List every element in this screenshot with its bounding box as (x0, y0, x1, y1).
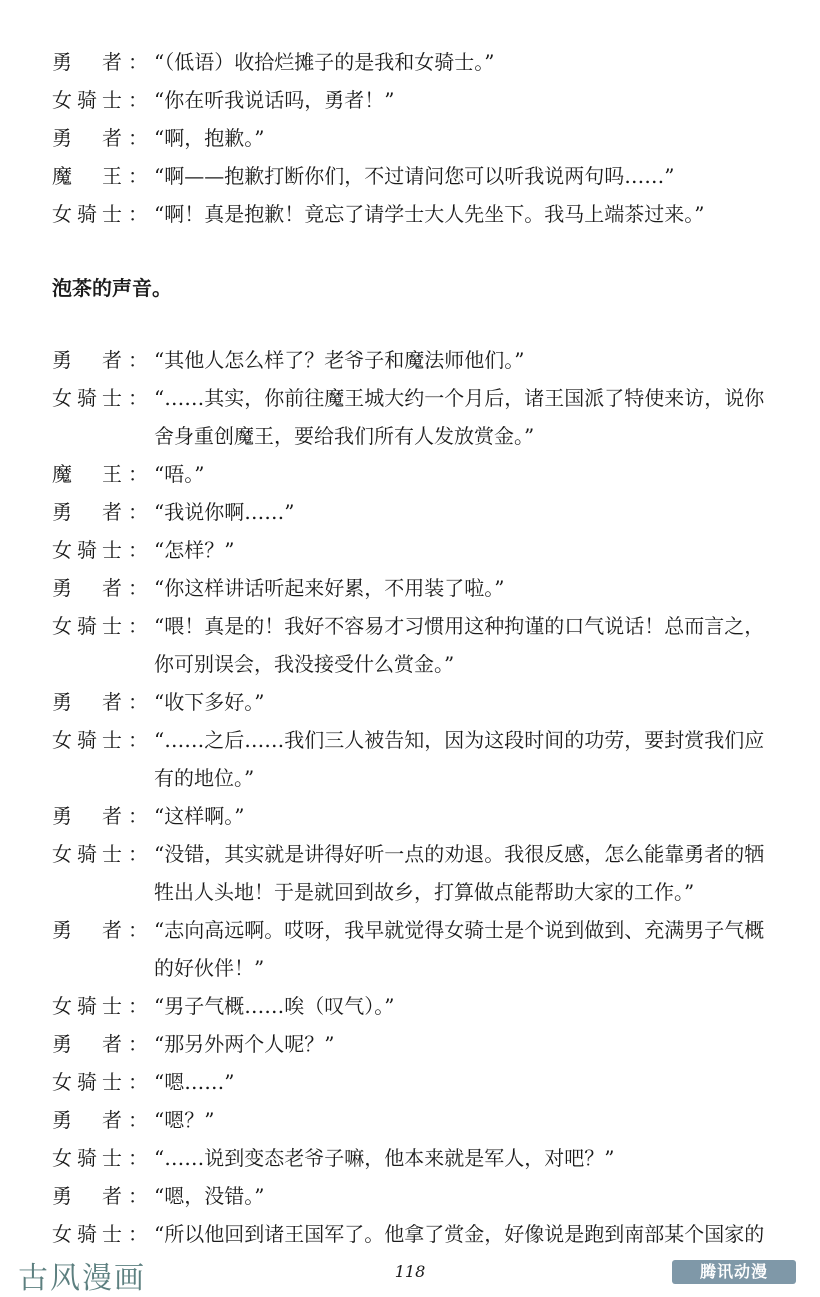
speaker-char: 士 (102, 994, 122, 1018)
speaker-char: 女 (52, 994, 72, 1018)
speaker-char: 者 (102, 1184, 122, 1208)
speaker-colon: ： (128, 728, 148, 752)
watermark-right: 腾讯动漫 (672, 1260, 796, 1284)
dialogue-text-continued: 有的地位。” (154, 766, 255, 790)
speaker-char: 士 (102, 842, 122, 866)
speaker-name (52, 992, 122, 1020)
speaker-name (52, 1144, 122, 1172)
dialogue-text: “所以他回到诸王国军了。他拿了赏金，好像说是跑到南部某个国家的 (154, 1222, 765, 1246)
speaker-name (52, 574, 122, 602)
dialogue-text: “你这样讲话听起来好累，不用装了啦。” (154, 576, 505, 600)
speaker-name (52, 688, 122, 716)
speaker-name (52, 1106, 122, 1134)
speaker-char: 士 (102, 88, 122, 112)
speaker-name (52, 124, 122, 152)
speaker-colon: ： (128, 1032, 148, 1056)
dialogue-text: “啊，抱歉。” (154, 126, 265, 150)
speaker-colon: ： (128, 538, 148, 562)
speaker-colon: ： (128, 164, 148, 188)
speaker-char: 女 (52, 1222, 72, 1246)
dialogue-text: “嗯，没错。” (154, 1184, 265, 1208)
speaker-colon: ： (128, 1184, 148, 1208)
dialogue-text: “啊！真是抱歉！竟忘了请学士大人先坐下。我马上端茶过来。” (154, 202, 705, 226)
speaker-char: 女 (52, 1146, 72, 1170)
speaker-char: 士 (102, 728, 122, 752)
dialogue-text-continued: 你可别误会，我没接受什么赏金。” (154, 652, 455, 676)
dialogue-text: “喂！真是的！我好不容易才习惯用这种拘谨的口气说话！总而言之， (154, 614, 765, 638)
speaker-colon: ： (128, 1070, 148, 1094)
speaker-char: 勇 (52, 576, 72, 600)
speaker-colon: ： (128, 348, 148, 372)
speaker-char: 者 (102, 804, 122, 828)
speaker-char: 者 (102, 690, 122, 714)
speaker-char: 者 (102, 1032, 122, 1056)
speaker-name (52, 86, 122, 114)
speaker-char: 勇 (52, 348, 72, 372)
dialogue-text: “没错，其实就是讲得好听一点的劝退。我很反感，怎么能靠勇者的牺 (154, 842, 765, 866)
speaker-char: 女 (52, 88, 72, 112)
speaker-name (52, 726, 122, 754)
speaker-colon: ： (128, 1108, 148, 1132)
speaker-char: 勇 (52, 690, 72, 714)
speaker-colon: ： (128, 50, 148, 74)
scene-heading: 泡茶的声音。 (52, 276, 172, 300)
speaker-name (52, 612, 122, 640)
speaker-name (52, 460, 122, 488)
dialogue-text: “……其实，你前往魔王城大约一个月后，诸王国派了特使来访，说你 (154, 386, 765, 410)
speaker-char: 勇 (52, 1184, 72, 1208)
speaker-colon: ： (128, 202, 148, 226)
speaker-name (52, 916, 122, 944)
speaker-name (52, 498, 122, 526)
speaker-char: 勇 (52, 500, 72, 524)
speaker-char: 者 (102, 918, 122, 942)
speaker-char: 士 (102, 1070, 122, 1094)
speaker-char: 者 (102, 126, 122, 150)
speaker-char: 勇 (52, 918, 72, 942)
speaker-colon: ： (128, 126, 148, 150)
dialogue-text-continued: 舍身重创魔王，要给我们所有人发放赏金。” (154, 424, 535, 448)
dialogue-text: “怎样？” (154, 538, 235, 562)
dialogue-text: “我说你啊……” (154, 500, 295, 524)
speaker-char: 骑 (77, 1070, 97, 1094)
speaker-char: 勇 (52, 1032, 72, 1056)
speaker-colon: ： (128, 1146, 148, 1170)
speaker-char: 士 (102, 614, 122, 638)
speaker-char: 骑 (77, 994, 97, 1018)
dialogue-text: “那另外两个人呢？” (154, 1032, 335, 1056)
speaker-char: 魔 (52, 164, 72, 188)
dialogue-text-continued: 牲出人头地！于是就回到故乡，打算做点能帮助大家的工作。” (154, 880, 695, 904)
speaker-colon: ： (128, 500, 148, 524)
dialogue-text: “其他人怎么样了？老爷子和魔法师他们。” (154, 348, 525, 372)
dialogue-text: “唔。” (154, 462, 205, 486)
speaker-colon: ： (128, 614, 148, 638)
speaker-char: 女 (52, 842, 72, 866)
speaker-char: 王 (102, 164, 122, 188)
speaker-char: 者 (102, 348, 122, 372)
speaker-name (52, 346, 122, 374)
speaker-colon: ： (128, 576, 148, 600)
speaker-char: 女 (52, 386, 72, 410)
speaker-char: 女 (52, 728, 72, 752)
dialogue-text: “男子气概……唉（叹气）。” (154, 994, 395, 1018)
dialogue-text: “嗯？” (154, 1108, 215, 1132)
dialogue-text: “……说到变态老爷子嘛，他本来就是军人，对吧？” (154, 1146, 615, 1170)
dialogue-text: “（低语）收拾烂摊子的是我和女骑士。” (154, 50, 495, 74)
speaker-char: 者 (102, 576, 122, 600)
dialogue-text: “收下多好。” (154, 690, 265, 714)
dialogue-text: “嗯……” (154, 1070, 235, 1094)
speaker-char: 勇 (52, 804, 72, 828)
speaker-name (52, 200, 122, 228)
speaker-name (52, 384, 122, 412)
speaker-colon: ： (128, 842, 148, 866)
speaker-char: 勇 (52, 1108, 72, 1132)
page-number: 118 (394, 1262, 426, 1281)
speaker-char: 士 (102, 386, 122, 410)
speaker-colon: ： (128, 386, 148, 410)
speaker-char: 士 (102, 202, 122, 226)
speaker-char: 骑 (77, 538, 97, 562)
dialogue-text: “你在听我说话吗，勇者！” (154, 88, 395, 112)
speaker-name (52, 162, 122, 190)
speaker-name (52, 1068, 122, 1096)
speaker-char: 骑 (77, 1222, 97, 1246)
speaker-char: 骑 (77, 614, 97, 638)
speaker-char: 者 (102, 500, 122, 524)
speaker-char: 骑 (77, 88, 97, 112)
speaker-char: 女 (52, 614, 72, 638)
speaker-colon: ： (128, 804, 148, 828)
dialogue-text: “……之后……我们三人被告知，因为这段时间的功劳，要封赏我们应 (154, 728, 765, 752)
speaker-colon: ： (128, 994, 148, 1018)
speaker-char: 骑 (77, 728, 97, 752)
speaker-char: 骑 (77, 842, 97, 866)
speaker-char: 王 (102, 462, 122, 486)
speaker-name (52, 48, 122, 76)
speaker-char: 骑 (77, 202, 97, 226)
speaker-char: 者 (102, 50, 122, 74)
speaker-char: 女 (52, 1070, 72, 1094)
dialogue-text: “志向高远啊。哎呀，我早就觉得女骑士是个说到做到、充满男子气概 (154, 918, 765, 942)
speaker-name (52, 802, 122, 830)
speaker-char: 勇 (52, 50, 72, 74)
speaker-char: 骑 (77, 386, 97, 410)
speaker-char: 魔 (52, 462, 72, 486)
speaker-char: 者 (102, 1108, 122, 1132)
speaker-colon: ： (128, 88, 148, 112)
speaker-char: 骑 (77, 1146, 97, 1170)
speaker-char: 勇 (52, 126, 72, 150)
speaker-char: 士 (102, 1222, 122, 1246)
speaker-colon: ： (128, 690, 148, 714)
dialogue-text: “啊——抱歉打断你们，不过请问您可以听我说两句吗……” (154, 164, 675, 188)
speaker-name (52, 840, 122, 868)
speaker-char: 士 (102, 1146, 122, 1170)
watermark-left: 古风漫画 (18, 1261, 146, 1296)
speaker-char: 女 (52, 202, 72, 226)
speaker-colon: ： (128, 462, 148, 486)
speaker-colon: ： (128, 918, 148, 942)
speaker-colon: ： (128, 1222, 148, 1246)
speaker-name (52, 1030, 122, 1058)
speaker-char: 女 (52, 538, 72, 562)
speaker-name (52, 1182, 122, 1210)
dialogue-text-continued: 的好伙伴！” (154, 956, 265, 980)
dialogue-text: “这样啊。” (154, 804, 245, 828)
speaker-name (52, 1220, 122, 1248)
speaker-name (52, 536, 122, 564)
speaker-char: 士 (102, 538, 122, 562)
